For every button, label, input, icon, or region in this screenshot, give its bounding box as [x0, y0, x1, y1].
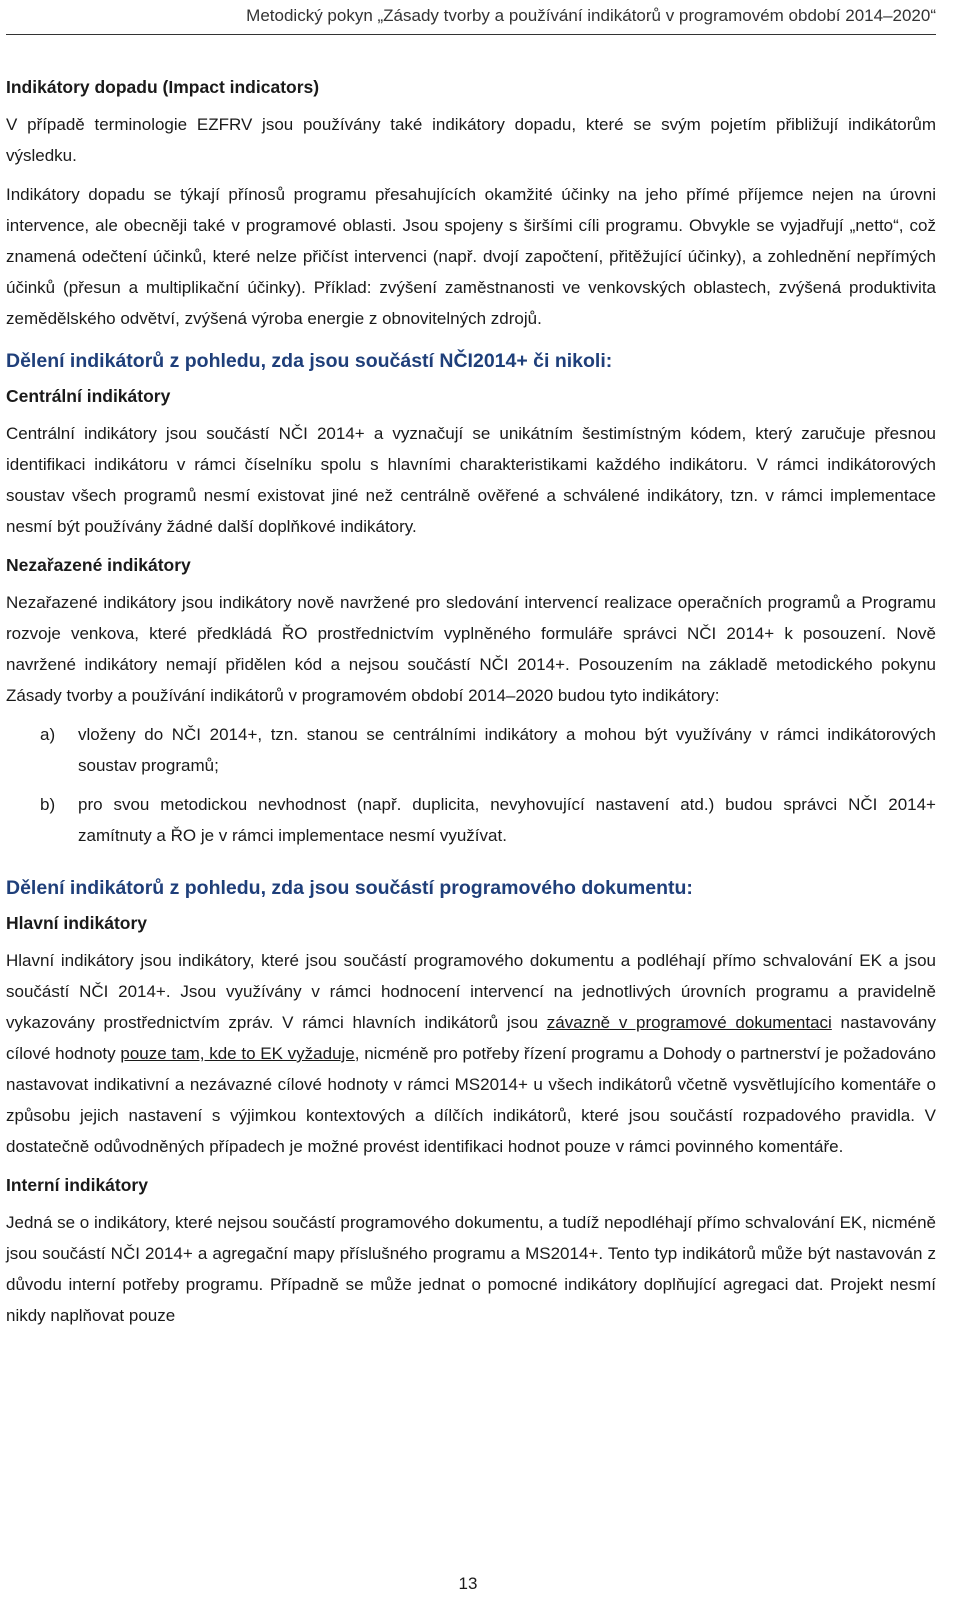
page-number: 13	[458, 1574, 478, 1593]
list-item	[6, 789, 936, 851]
unassigned-outcomes-list	[6, 719, 936, 851]
unassigned-indicators-text: Nezařazené indikátory jsou indikátory nově navržené pro sledování intervencí realizace operačních programů a Programu rozvoje venkova, které předkládá ŘO prostřednictvím vyplněného formuláře správci NČI 2014+ k posouzení. Nově navržené indikátory nemají přidělen kód a nejsou součástí NČI 2014+. Posouzením na základě metodického pokynu Zásady tvorby a používání indikátorů v programovém období 2014–2020 budou tyto indikátory:	[6, 593, 936, 705]
main-text-part: , nicméně pro potřeby řízení programu a Dohody o partnerství je požadováno nastavovat indikativní a nezávazné cílové hodnoty v rámci MS2014+ u všech indikátorů včetně vysvětlujícího komentáře o způsobu jejich nastavení s výjimkou kontextových a dílčích indikátorů, které jsou součástí rozpadového pravidla. V dostatečně odůvodněných případech je možné provést identifikaci hodnot pouze v rámci povinného komentáře.	[6, 1044, 936, 1156]
main-text-part: Hlavní indikátory jsou indikátory, které jsou součástí programového dokumentu a podléhají přímo schvalování EK a jsou součástí NČI 2014+. Jsou využívány v rámci hodnocení intervencí na jednotlivých úrovních programu a pravidelně vykazovány prostřednictvím zpráv. V rámci hlavních indikátorů jsou	[6, 951, 936, 1032]
nci-section-heading: Dělení indikátorů z pohledu, zda jsou součástí NČI2014+ či nikoli:	[6, 350, 613, 372]
underlined-phrase: pouze tam, kde to EK vyžaduje	[120, 1044, 355, 1063]
list-item	[6, 719, 936, 781]
central-indicators-heading: Centrální indikátory	[6, 386, 171, 406]
main-indicators-text	[6, 945, 936, 1162]
impact-heading: Indikátory dopadu (Impact indicators)	[6, 77, 320, 97]
internal-indicators-text: Jedná se o indikátory, které nejsou součástí programového dokumentu, a tudíž nepodléhají přímo schvalování EK, nicméně jsou součástí NČI 2014+ a agregační mapy příslušného programu a MS2014+. Tento typ indikátorů může být nastavován z důvodu interní potřeby programu. Případně se může jednat o pomocné indikátory doplňující agregaci dat. Projekt nesmí nikdy naplňovat pouze	[6, 1213, 936, 1325]
underlined-phrase: závazně v programové dokumentaci	[546, 1013, 832, 1032]
document-body	[6, 72, 936, 1339]
internal-indicators-heading: Interní indikátory	[6, 1175, 148, 1195]
list-item-text: vloženy do NČI 2014+, tzn. stanou se centrálními indikátory a mohou být využívány v rámci indikátorových soustav programů;	[78, 725, 936, 775]
list-item-text: pro svou metodickou nevhodnost (např. duplicita, nevyhovující nastavení atd.) budou správci NČI 2014+ zamítnuty a ŘO je v rámci implementace nesmí využívat.	[78, 795, 936, 845]
impact-paragraph-2: Indikátory dopadu se týkají přínosů programu přesahujících okamžité účinky na jeho přímé příjemce nejen na úrovni intervence, ale obecněji také v programové oblasti. Jsou spojeny s širšími cíli programu. Obvykle se vyjadřují „netto“, což znamená odečtení účinků, které nelze přičíst intervenci (např. dvojí započtení, přitěžující účinky), a zohlednění nepřímých účinků (přesun a multiplikační účinky). Příklad: zvýšení zaměstnanosti ve venkovských oblastech, zvýšená produktivita zemědělského odvětví, zvýšená výroba energie z obnovitelných zdrojů.	[6, 185, 936, 328]
main-text-part: nastavovány cílové hodnoty	[6, 1013, 936, 1063]
central-indicators-text: Centrální indikátory jsou součástí NČI 2014+ a vyznačují se unikátním šestimístným kódem, který zaručuje přesnou identifikaci indikátoru v rámci číselníku spolu s hlavními charakteristikami každého indikátoru. V rámci indikátorových soustav všech programů nesmí existovat jiné než centrálně ověřené a schválené indikátory, tzn. v rámci implementace nesmí být používány žádné další doplňkové indikátory.	[6, 424, 936, 536]
page-header: Metodický pokyn „Zásady tvorby a používání indikátorů v programovém období 2014–2020“	[246, 6, 936, 25]
doc-section-heading: Dělení indikátorů z pohledu, zda jsou součástí programového dokumentu:	[6, 877, 693, 899]
header-rule	[6, 34, 936, 35]
impact-paragraph-1: V případě terminologie EZFRV jsou používány také indikátory dopadu, které se svým pojetím přibližují indikátorům výsledku.	[6, 115, 936, 165]
list-item-label: a)	[40, 725, 56, 744]
unassigned-indicators-heading: Nezařazené indikátory	[6, 555, 191, 575]
main-indicators-heading: Hlavní indikátory	[6, 913, 148, 933]
list-item-label: b)	[40, 795, 56, 814]
